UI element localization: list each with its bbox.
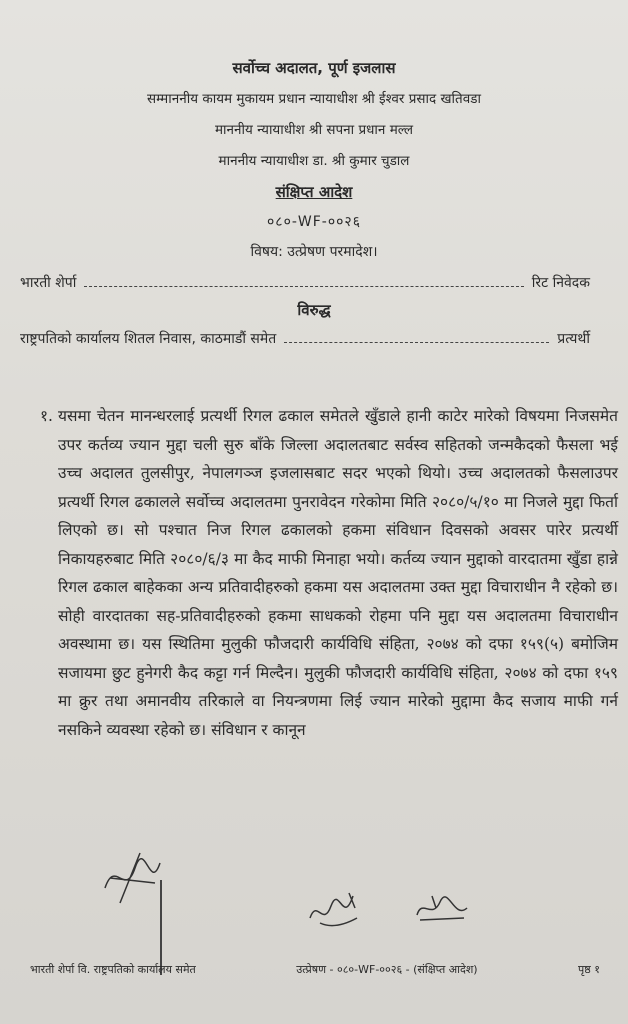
judge-name-1: सम्माननीय कायम मुकायम प्रधान न्यायाधीश श्री ईश्वर प्रसाद खतिवडा	[147, 91, 481, 107]
case-number: ०८०-WF-००२६	[267, 214, 361, 230]
petitioner-row	[20, 270, 590, 292]
page-footer	[30, 962, 600, 977]
leader-dots	[84, 286, 523, 287]
footer-page-number: पृष्ठ १	[578, 963, 600, 976]
court-title: सर्वोच्च अदालत, पूर्ण इजलास	[232, 59, 396, 77]
petitioner-role: रिट निवेदक	[531, 275, 590, 291]
respondent-row	[20, 326, 590, 348]
judge-name-2: माननीय न्यायाधीश श्री सपना प्रधान मल्ल	[214, 122, 414, 138]
signature-3	[412, 890, 472, 934]
judge-name-3: माननीय न्यायाधीश डा. श्री कुमार चुडाल	[218, 153, 410, 169]
signature-2	[305, 888, 365, 937]
respondent-name: राष्ट्रपतिको कार्यालय शितल निवास, काठमाडौं समेत	[20, 331, 277, 347]
paragraph-number: १.	[40, 407, 53, 425]
order-title: संक्षिप्त आदेश	[275, 183, 353, 201]
respondent-role: प्रत्यर्थी	[557, 331, 590, 347]
versus-label: विरुद्ध	[297, 301, 331, 319]
footer-case-ref: भारती शेर्पा वि. राष्ट्रपतिको कार्यालय समेत	[30, 963, 196, 976]
paragraph-text: यसमा चेतन मानन्धरलाई प्रत्यर्थी रिगल ढकाल समेतले खुँडाले हानी काटेर मारेको विषयमा निजसमेत उपर कर्तव्य ज्यान मुद्दा चली सुरु बाँके जिल्ला अदालतबाट सर्वस्व सहितको जन्मकैदको फैसला भई उच्च अदालत तुलसीपुर, नेपालगञ्ज इजलासबाट सदर भएको थियो। उच्च अदालतको फैसलाउपर प्रत्यर्थी रिगल ढकालले सर्वोच्च अदालतमा पुनरावेदन गरेकोमा मिति २०८०/५/१० मा निजले मुद्दा फिर्ता लिएको छ। सो पश्चात निज रिगल ढकालको हकमा संविधान दिवसको अवसर पारेर प्रत्यर्थी निकायहरुबाट मिति २०८०/६/३ मा कैद माफी मिनाहा भयो। कर्तव्य ज्यान मुद्दाको वारदातमा खुँडा हान्ने रिगल ढकाल बाहेकका अन्य प्रतिवादीहरुको हकमा यस अदालतमा उक्त मुद्दा विचाराधीन नै रहेको छ। सोही वारदातका सह-प्रतिवादीहरुको हकमा साधकको रोहमा पनि मुद्दा यस अदालतमा विचाराधीन अवस्थामा छ। यस स्थितिमा मुलुकी फौजदारी कार्यविधि संहिता, २०७४ को दफा १५९(५) बमोजिम सजायमा छुट हुनेगरी कैद कट्टा गर्न मिल्दैन। मुलुकी फौजदारी कार्यविधि संहिता, २०७४ को दफा १५९ मा क्रुर तथा अमानवीय तरिकाले वा नियन्त्रणमा लिई ज्यान मारेको मुद्दामा कैद सजाय माफी गर्न नसकिने व्यवस्था रहेको छ। संविधान र कानून	[58, 407, 618, 739]
margin-line	[160, 880, 162, 975]
petitioner-name: भारती शेर्पा	[20, 275, 77, 291]
order-paragraph-1	[40, 402, 618, 744]
footer-case-type: उत्प्रेषण - ०८०-WF-००२६ - (संक्षिप्त आदेश)	[296, 963, 478, 976]
subject-line: विषय: उत्प्रेषण परमादेश।	[250, 244, 378, 260]
leader-dots	[284, 342, 549, 343]
